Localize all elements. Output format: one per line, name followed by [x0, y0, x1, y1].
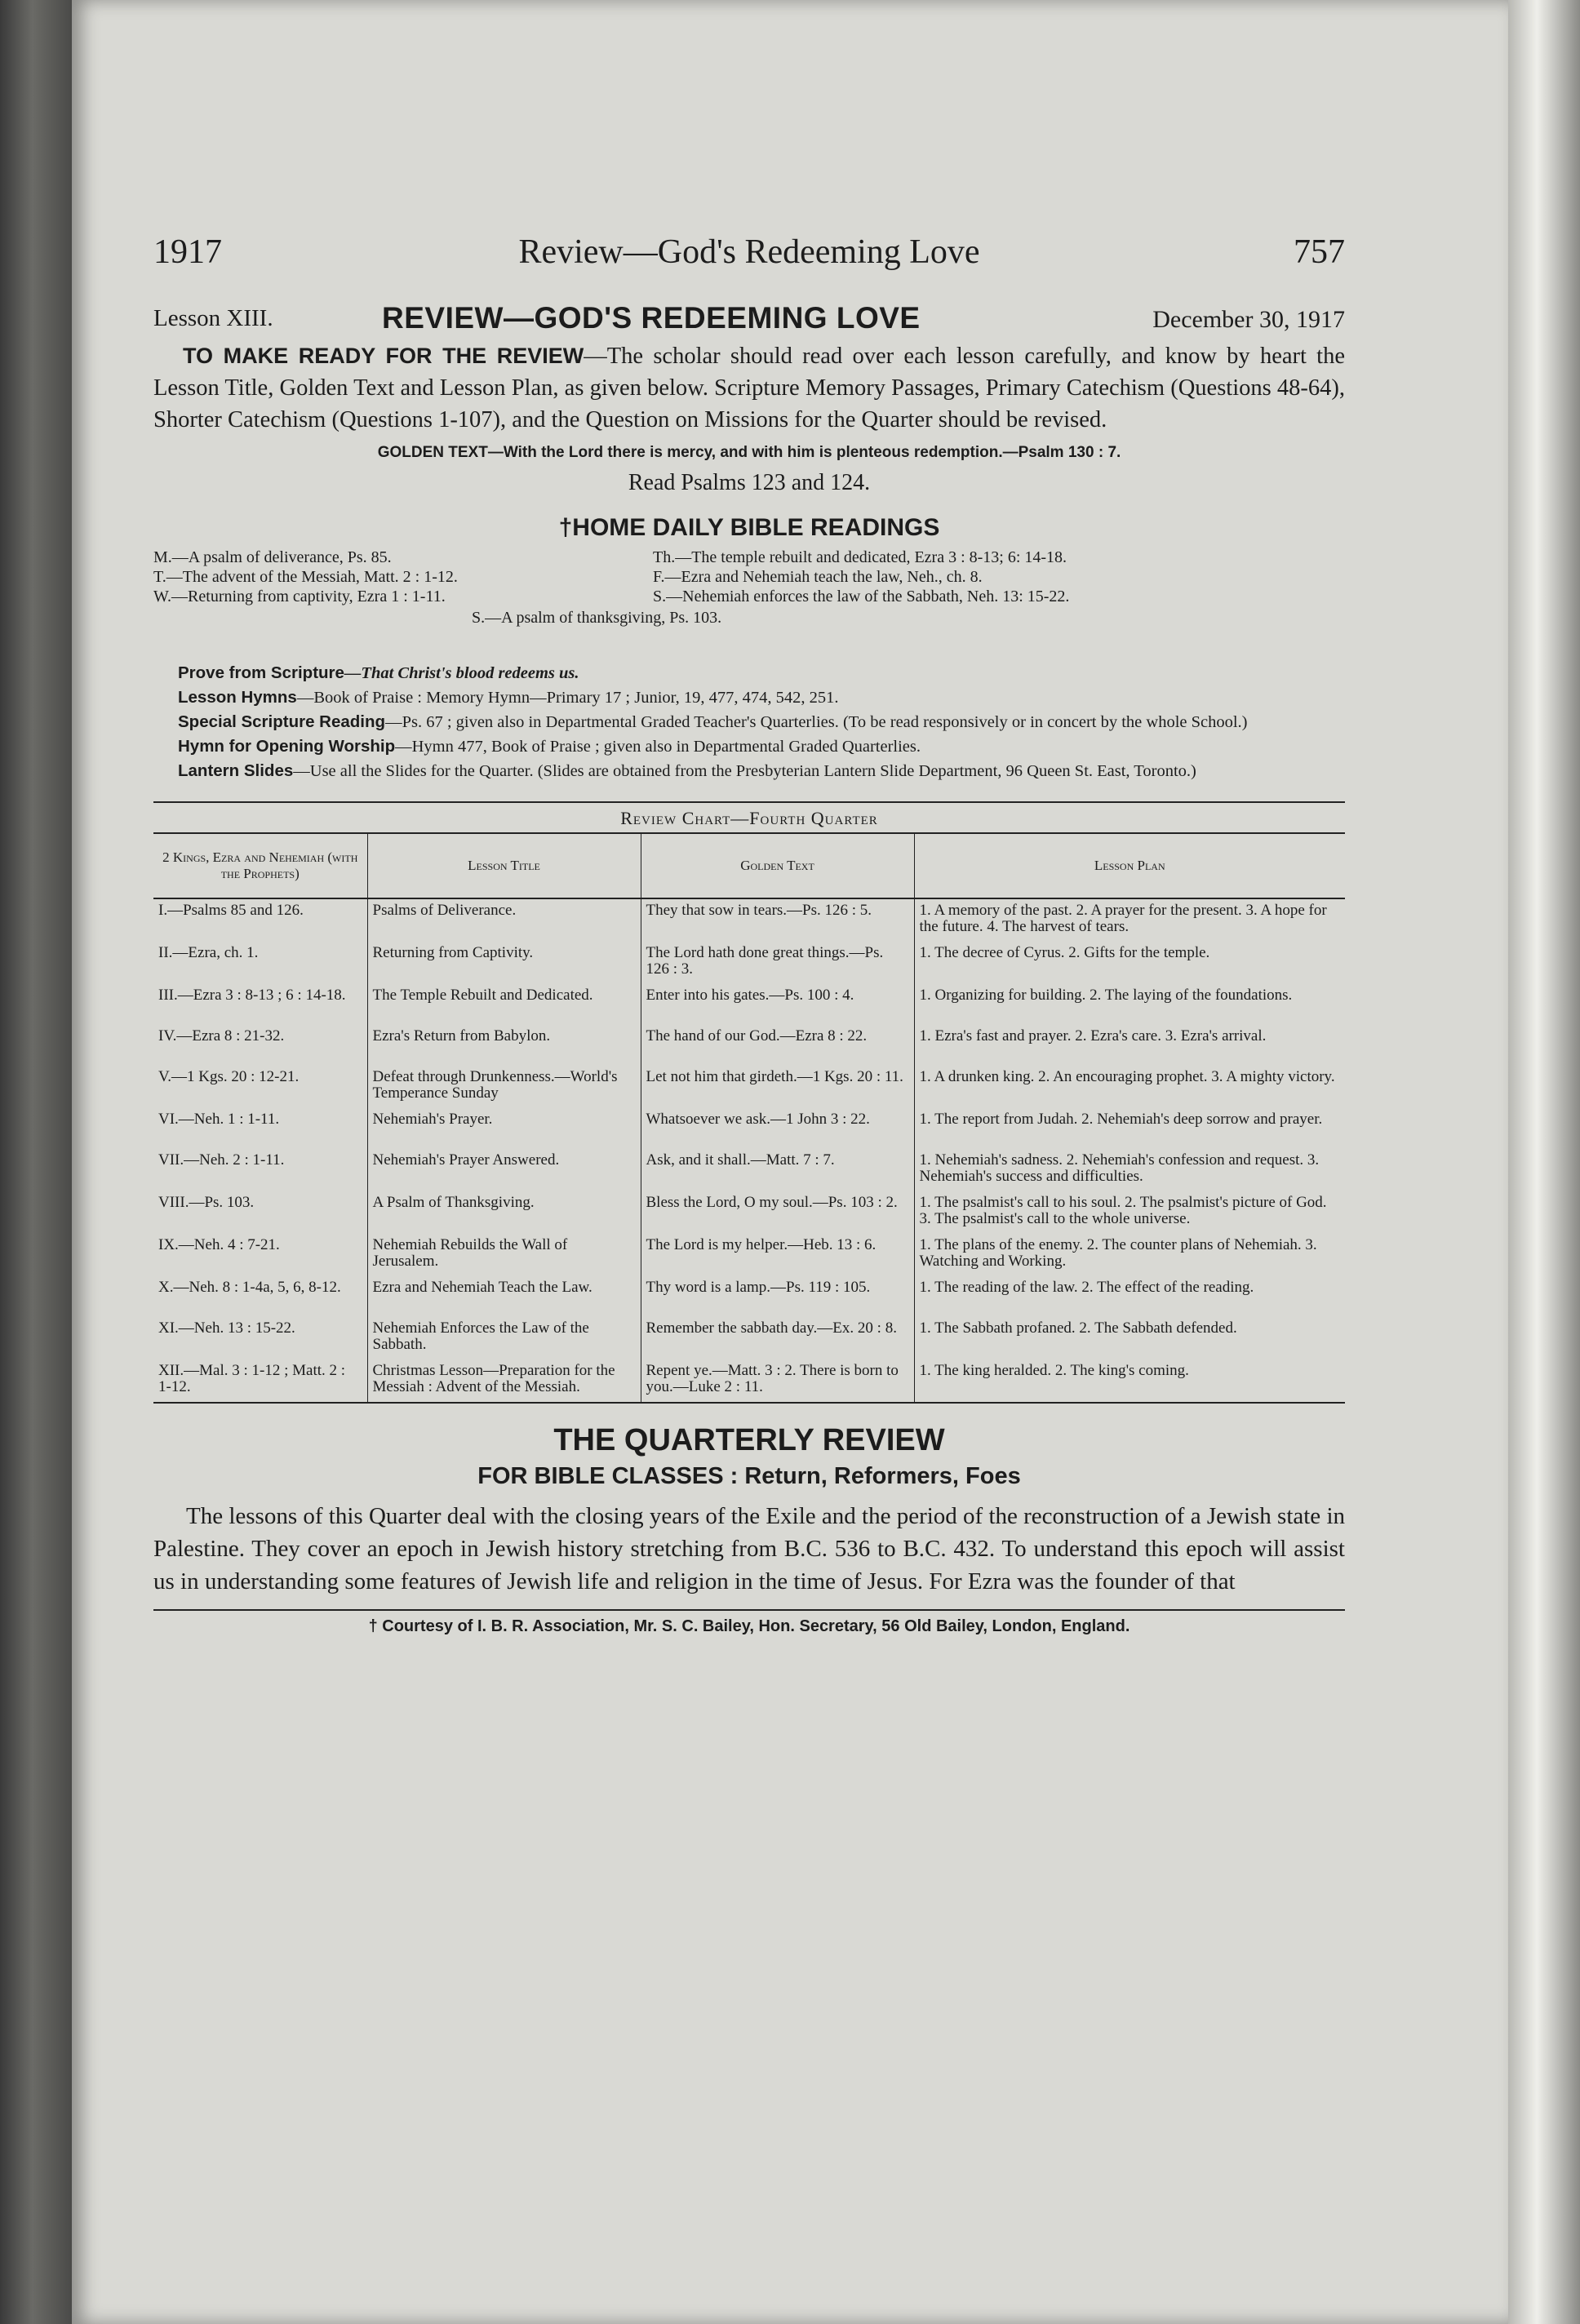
prove-text: —That Christ's blood redeems us.	[344, 664, 579, 682]
special-reading-text: —Ps. 67 ; given also in Departmental Graded Teacher's Quarterlies. (To be read responsively or in concert by the whole School.)	[385, 713, 1248, 731]
golden-text-cell: The Lord hath done great things.—Ps. 126 : 3.	[641, 942, 914, 984]
page-number: 757	[1294, 233, 1345, 271]
lesson-title-cell: Psalms of Deliverance.	[367, 898, 641, 942]
table-row	[153, 1108, 1345, 1149]
golden-text-cell: The Lord is my helper.—Heb. 13 : 6.	[641, 1234, 914, 1276]
header-golden-text: Golden Text	[641, 834, 914, 898]
hymns-label: Lesson Hymns	[178, 688, 297, 707]
hymns-text: —Book of Praise : Memory Hymn—Primary 17 ; Junior, 19, 477, 474, 542, 251.	[296, 689, 839, 707]
running-head-title: Review—God's Redeeming Love	[518, 233, 980, 271]
opening-hymn-note	[153, 738, 1345, 756]
lantern-slides-text: —Use all the Slides for the Quarter. (Slides are obtained from the Presbyterian Lantern Slide Department, 96 Queen St. East, Toronto.)	[293, 762, 1196, 780]
golden-text-cell: Whatsoever we ask.—1 John 3 : 22.	[641, 1108, 914, 1149]
quarterly-review-body: The lessons of this Quarter deal with the closing years of the Exile and the period of the reconstruction of a Jewish state in Palestine. They cover an epoch in Jewish history stretching from B.C. 536 to B.C. 432. To understand this epoch will assist us in understanding some features of Jewish life and religion in the time of Jesus. For Ezra was the founder of that	[153, 1503, 1345, 1594]
readings-heading: †HOME DAILY BIBLE READINGS	[558, 514, 940, 541]
lantern-slides-note	[153, 762, 1345, 780]
lesson-title-cell: Christmas Lesson—Preparation for the Messiah : Advent of the Messiah.	[367, 1359, 641, 1402]
opening-hymn-label: Hymn for Opening Worship	[178, 737, 396, 756]
lesson-number: Lesson XIII.	[153, 305, 273, 331]
golden-text-cell: The hand of our God.—Ezra 8 : 22.	[641, 1025, 914, 1066]
lesson-plan-cell: 1. Organizing for building. 2. The laying of the foundations.	[914, 984, 1345, 1025]
lesson-plan-cell: 1. The decree of Cyrus. 2. Gifts for the temple.	[914, 942, 1345, 984]
lesson-title-cell: The Temple Rebuilt and Dedicated.	[367, 984, 641, 1025]
prove-note	[153, 664, 1345, 682]
golden-text-cell: Ask, and it shall.—Matt. 7 : 7.	[641, 1149, 914, 1191]
special-reading-note	[153, 713, 1345, 731]
lesson-title-cell: A Psalm of Thanksgiving.	[367, 1191, 641, 1234]
table-row	[153, 1149, 1345, 1191]
scripture-cell: II.—Ezra, ch. 1.	[158, 944, 259, 961]
running-head	[153, 233, 1345, 288]
table-row	[153, 942, 1345, 984]
lantern-slides-label: Lantern Slides	[178, 761, 294, 780]
page-content	[153, 233, 1345, 1636]
lesson-title-cell: Returning from Captivity.	[367, 942, 641, 984]
scripture-cell: V.—1 Kgs. 20 : 12-21.	[158, 1068, 300, 1085]
reading-saturday: S.—Nehemiah enforces the law of the Sabbath, Neh. 13: 15-22.	[653, 588, 1070, 605]
scripture-cell: VI.—Neh. 1 : 1-11.	[158, 1111, 280, 1128]
scripture-cell: XII.—Mal. 3 : 1-12 ; Matt. 2 : 1-12.	[158, 1362, 346, 1395]
quarterly-review-title: THE QUARTERLY REVIEW	[553, 1423, 945, 1457]
scripture-cell: IX.—Neh. 4 : 7-21.	[158, 1236, 280, 1253]
lesson-title-cell: Nehemiah's Prayer Answered.	[367, 1149, 641, 1191]
table-row	[153, 1025, 1345, 1066]
lesson-date: December 30, 1917	[1152, 306, 1345, 333]
lesson-title-cell: Ezra and Nehemiah Teach the Law.	[367, 1276, 641, 1317]
reading-friday: F.—Ezra and Nehemiah teach the law, Neh., ch. 8.	[653, 568, 983, 586]
golden-text-cell: They that sow in tears.—Ps. 126 : 5.	[641, 898, 914, 942]
lesson-plan-cell: 1. The reading of the law. 2. The effect of the reading.	[914, 1276, 1345, 1317]
reading-sunday: S.—A psalm of thanksgiving, Ps. 103.	[472, 609, 722, 627]
lesson-plan-cell: 1. The Sabbath profaned. 2. The Sabbath defended.	[914, 1317, 1345, 1359]
scripture-cell: IV.—Ezra 8 : 21-32.	[158, 1027, 285, 1044]
scripture-cell: VIII.—Ps. 103.	[158, 1194, 255, 1211]
lesson-plan-cell: 1. A memory of the past. 2. A prayer for the present. 3. A hope for the future. 4. The harvest of tears.	[914, 898, 1345, 942]
opening-hymn-text: —Hymn 477, Book of Praise ; given also in Departmental Graded Quarterlies.	[395, 738, 921, 756]
adjacent-page-edge	[0, 0, 72, 2324]
lesson-title-cell: Nehemiah's Prayer.	[367, 1108, 641, 1149]
lesson-plan-cell: 1. The psalmist's call to his soul. 2. The psalmist's picture of God. 3. The psalmist's call to the whole universe.	[914, 1191, 1345, 1234]
daily-readings	[153, 545, 1345, 658]
review-chart-body	[153, 898, 1345, 1402]
review-chart-title: Review Chart—Fourth Quarter	[153, 803, 1345, 834]
review-chart	[153, 801, 1345, 1404]
reading-thursday: Th.—The temple rebuilt and dedicated, Ezra 3 : 8-13; 6: 14-18.	[653, 548, 1067, 566]
lesson-plan-cell: 1. The plans of the enemy. 2. The counter plans of Nehemiah. 3. Watching and Working.	[914, 1234, 1345, 1276]
review-instructions-lead: TO MAKE READY FOR THE REVIEW	[183, 344, 584, 368]
book-fore-edge	[1508, 0, 1580, 2324]
golden-text-cell: Remember the sabbath day.—Ex. 20 : 8.	[641, 1317, 914, 1359]
header-scripture: 2 Kings, Ezra and Nehemiah (with the Prophets)	[153, 834, 367, 898]
golden-text-cell: Enter into his gates.—Ps. 100 : 4.	[641, 984, 914, 1025]
golden-text-cell: Bless the Lord, O my soul.—Ps. 103 : 2.	[641, 1191, 914, 1234]
scripture-cell: VII.—Neh. 2 : 1-11.	[158, 1151, 285, 1169]
golden-text-cell: Let not him that girdeth.—1 Kgs. 20 : 11.	[641, 1066, 914, 1108]
table-row	[153, 984, 1345, 1025]
scripture-cell: I.—Psalms 85 and 126.	[158, 902, 304, 919]
lesson-title-cell: Ezra's Return from Babylon.	[367, 1025, 641, 1066]
table-row	[153, 1359, 1345, 1402]
scripture-cell: XI.—Neh. 13 : 15-22.	[158, 1319, 295, 1337]
prove-label: Prove from Scripture	[178, 663, 344, 682]
reading-monday: M.—A psalm of deliverance, Ps. 85.	[153, 548, 392, 566]
quarterly-review-subtitle: FOR BIBLE CLASSES : Return, Reformers, Foes	[477, 1463, 1021, 1489]
table-row	[153, 1234, 1345, 1276]
lesson-plan-cell: 1. The king heralded. 2. The king's coming.	[914, 1359, 1345, 1402]
book-page	[72, 0, 1508, 2324]
table-row	[153, 1191, 1345, 1234]
lesson-notes	[153, 664, 1345, 780]
reading-wednesday: W.—Returning from captivity, Ezra 1 : 1-11.	[153, 588, 446, 605]
header-lesson-plan: Lesson Plan	[914, 834, 1345, 898]
running-head-year: 1917	[153, 233, 222, 271]
reading-tuesday: T.—The advent of the Messiah, Matt. 2 : 1-12.	[153, 568, 458, 586]
lesson-title-cell: Nehemiah Rebuilds the Wall of Jerusalem.	[367, 1234, 641, 1276]
lesson-heading	[153, 293, 1345, 337]
lesson-title-cell: Defeat through Drunkenness.—World's Temperance Sunday	[367, 1066, 641, 1108]
scripture-cell: III.—Ezra 3 : 8-13 ; 6 : 14-18.	[158, 987, 346, 1004]
scripture-cell: X.—Neh. 8 : 1-4a, 5, 6, 8-12.	[158, 1279, 341, 1296]
review-chart-table	[153, 834, 1345, 1402]
review-instructions-text: —The scholar should read over each lesson carefully, and know by heart the Lesson Title, Golden Text and Lesson Plan, as given below. Scripture Memory Passages, Primary Catechism (Questions 48-64), Shorter Catechism (Questions 1-107), and the Question on Missions for the Quarter should be revised.	[153, 344, 1345, 432]
lesson-title-cell: Nehemiah Enforces the Law of the Sabbath.	[367, 1317, 641, 1359]
lesson-title: REVIEW—GOD'S REDEEMING LOVE	[382, 301, 921, 335]
golden-text-cell: Thy word is a lamp.—Ps. 119 : 105.	[641, 1276, 914, 1317]
table-row	[153, 1276, 1345, 1317]
table-row	[153, 898, 1345, 942]
special-reading-label: Special Scripture Reading	[178, 712, 386, 731]
table-row	[153, 1317, 1345, 1359]
footnote: † Courtesy of I. B. R. Association, Mr. S. C. Bailey, Hon. Secretary, 56 Old Bailey, London, England.	[153, 1609, 1345, 1636]
review-chart-header-row	[153, 834, 1345, 898]
golden-text-cell: Repent ye.—Matt. 3 : 2. There is born to you.—Luke 2 : 11.	[641, 1359, 914, 1402]
table-row	[153, 1066, 1345, 1108]
hymns-note	[153, 689, 1345, 707]
read-passage: Read Psalms 123 and 124.	[628, 470, 871, 495]
review-instructions	[153, 340, 1345, 436]
lesson-plan-cell: 1. Nehemiah's sadness. 2. Nehemiah's confession and request. 3. Nehemiah's success and difficulties.	[914, 1149, 1345, 1191]
lesson-plan-cell: 1. The report from Judah. 2. Nehemiah's deep sorrow and prayer.	[914, 1108, 1345, 1149]
lesson-plan-cell: 1. A drunken king. 2. An encouraging prophet. 3. A mighty victory.	[914, 1066, 1345, 1108]
golden-text: GOLDEN TEXT—With the Lord there is mercy, and with him is plenteous redemption.—Psalm 130 : 7.	[377, 444, 1121, 461]
lesson-plan-cell: 1. Ezra's fast and prayer. 2. Ezra's care. 3. Ezra's arrival.	[914, 1025, 1345, 1066]
header-lesson-title: Lesson Title	[367, 834, 641, 898]
